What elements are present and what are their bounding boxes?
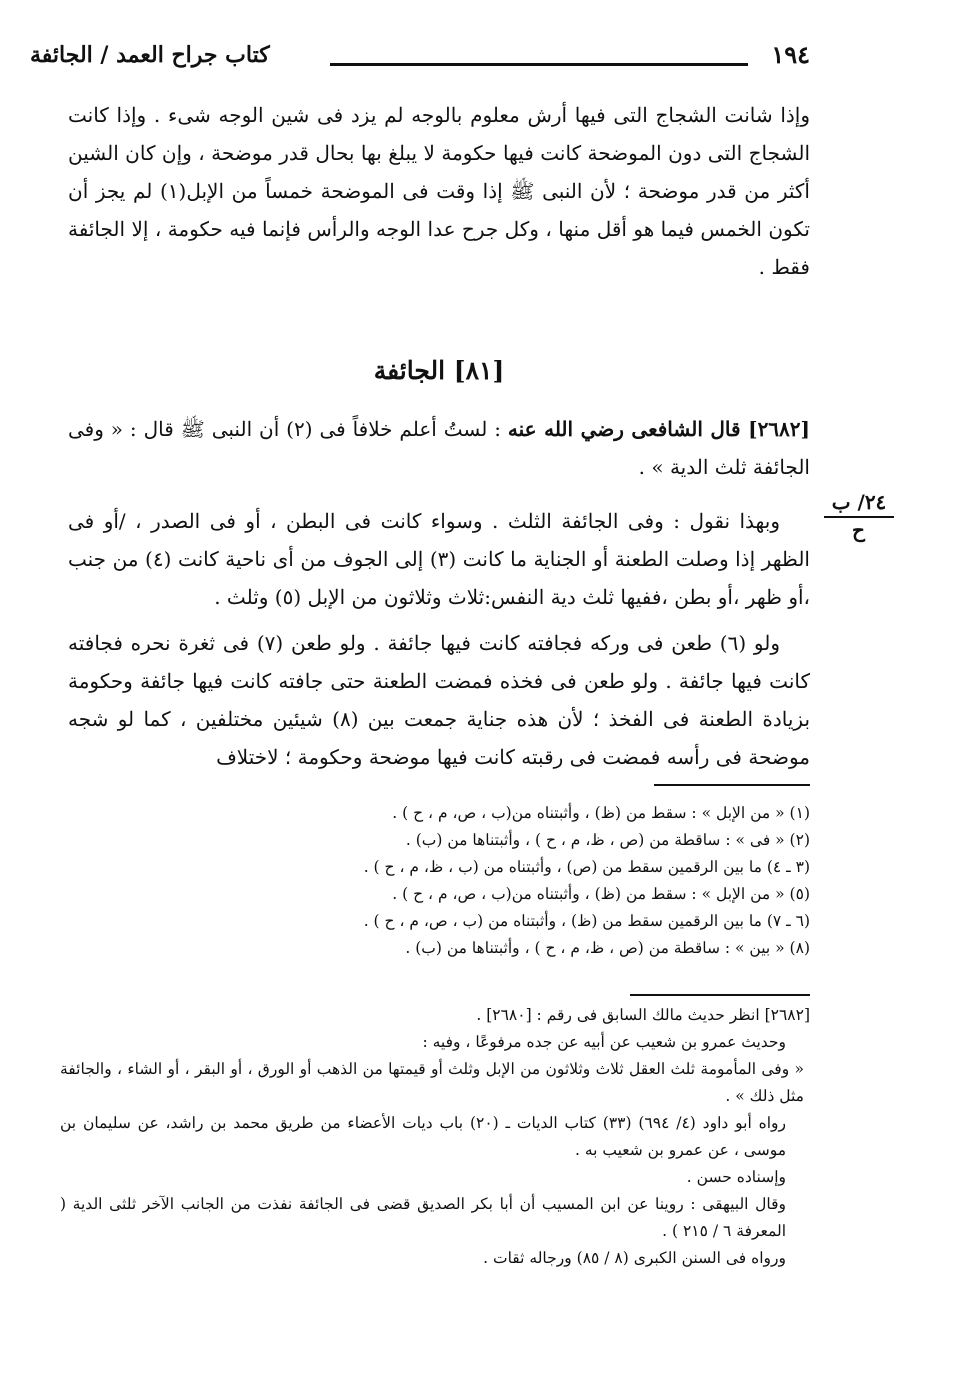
footnote: (٣ ـ ٤) ما بين الرقمين سقط من (ص) ، وأثبتناه من (ب ، ظ، م ، ح ) . bbox=[363, 858, 810, 876]
paragraph-3: وبهذا نقول : وفى الجائفة الثلث . وسواء كانت فى البطن ، أو فى الصدر ، /أو فى الظهر إذا وصلت الطعنة أو الجناية ما كانت (٣) إلى الجوف من أى ناحية كانت (٤) من جنب ،أو ظهر ،أو بطن ،ففيها ثلث دية النفس:ثلاث وثلاثون من الإبل (٥) وثلث . bbox=[68, 509, 810, 609]
takhrij-line: وقال البيهقى : روينا عن ابن المسيب أن أبا بكر الصديق قضى فى الجائفة نفذت من الجانب الآخر ثلثى الدية ( المعرفة ٦ / ٢١٥ ) . bbox=[60, 1195, 786, 1240]
section-title: [٨١] الجائفة bbox=[373, 356, 505, 385]
takhrij-line: « وفى المأمومة ثلث العقل ثلاث وثلاثون من الإبل وثلث أو قيمتها من الذهب أو الورق ، أو البقر ، أو الشاء ، والجائفة مثل ذلك » . bbox=[60, 1060, 804, 1105]
running-title: كتاب جراح العمد / الجائفة bbox=[30, 42, 270, 68]
paragraph-1: وإذا شانت الشجاج التى فيها أرش معلوم بالوجه لم يزد فى شين الوجه شىء . وإذا كانت الشجاج التى دون الموضحة كانت فيها حكومة لا يبلغ بها بحال قدر موضحة ، وإن كان الشين أكثر من قدر موضحة ؛ لأن النبى ﷺ إذا وقت فى الموضحة خمساً من الإبل(١) لم يجز أن تكون الخمس فيما هو أقل منها ، وكل جرح عدا الوجه والرأس فإنما فيه حكومة ، إلا الجائفة فقط . bbox=[68, 103, 810, 279]
footnote-separator bbox=[654, 784, 810, 786]
paragraph-2-lead: [٢٦٨٢] قال الشافعى رضي الله عنه bbox=[507, 417, 810, 441]
page-number: ١٩٤ bbox=[771, 40, 810, 69]
header-rule bbox=[330, 63, 748, 66]
takhrij-line: رواه أبو داود (٤/ ٦٩٤) (٣٣) كتاب الديات ـ (٢٠) باب ديات الأعضاء من طريق محمد بن راشد، عن سليمان بن موسى ، عن عمرو بن شعيب به . bbox=[60, 1114, 786, 1159]
footnote: (٥) « من الإبل » : سقط من (ظ) ، وأثبتناه من(ب ، ص، م ، ح ) . bbox=[392, 885, 810, 903]
footnote: (٦ ـ ٧) ما بين الرقمين سقط من (ظ) ، وأثبتناه من (ب ، ص، م ، ح ) . bbox=[363, 912, 810, 930]
footnotes bbox=[200, 800, 810, 962]
takhrij-line: وحديث عمرو بن شعيب عن أبيه عن جده مرفوعًا ، وفيه : bbox=[422, 1033, 786, 1051]
takhrij-line: ورواه فى السنن الكبرى (٨ / ٨٥) ورجاله ثقات . bbox=[483, 1249, 786, 1267]
footnote: (٢) « فى » : ساقطة من (ص ، ظ، م ، ح ) ، وأثبتناها من (ب) . bbox=[405, 831, 810, 849]
footnote: (١) « من الإبل » : سقط من (ظ) ، وأثبتناه من(ب ، ص، م ، ح ) . bbox=[392, 804, 810, 822]
takhrij-line: وإسناده حسن . bbox=[686, 1168, 786, 1186]
manuscript-margin-note bbox=[824, 490, 894, 542]
hadith-takhrij bbox=[60, 1002, 810, 1272]
paragraph-4: ولو (٦) طعن فى وركه فجافته كانت فيها جائفة . ولو طعن (٧) فى ثغرة نحره فجافته كانت فيها جائفة . ولو طعن فى فخذه فمضت الطعنة حتى جافته كانت فيها جائفة وحكومة بزيادة الطعنة فى الفخذ ؛ لأن هذه جناية جمعت بين (٨) شيئين مختلفين ، كما لو شجه موضحة فى رأسه فمضت فى رقبته كانت فيها موضحة وحكومة ؛ لاختلاف bbox=[68, 631, 811, 769]
takhrij-line: [٢٦٨٢] انظر حديث مالك السابق فى رقم : [٢٦٨٠] . bbox=[476, 1006, 810, 1024]
margin-note-folio: ٢٤/ ب bbox=[824, 490, 894, 518]
footnote: (٨) « بين » : ساقطة من (ص ، ظ، م ، ح ) ، وأثبتناها من (ب) . bbox=[405, 939, 810, 957]
takhrij-separator bbox=[630, 994, 810, 996]
margin-note-siglum: ح bbox=[852, 518, 865, 542]
paragraph-2 bbox=[68, 410, 810, 486]
page-header bbox=[30, 40, 810, 80]
paragraph-2-text: : لستُ أعلم خلافاً فى (٢) أن النبى ﷺ قال : « وفى الجائفة ثلث الدية » . bbox=[68, 417, 810, 479]
